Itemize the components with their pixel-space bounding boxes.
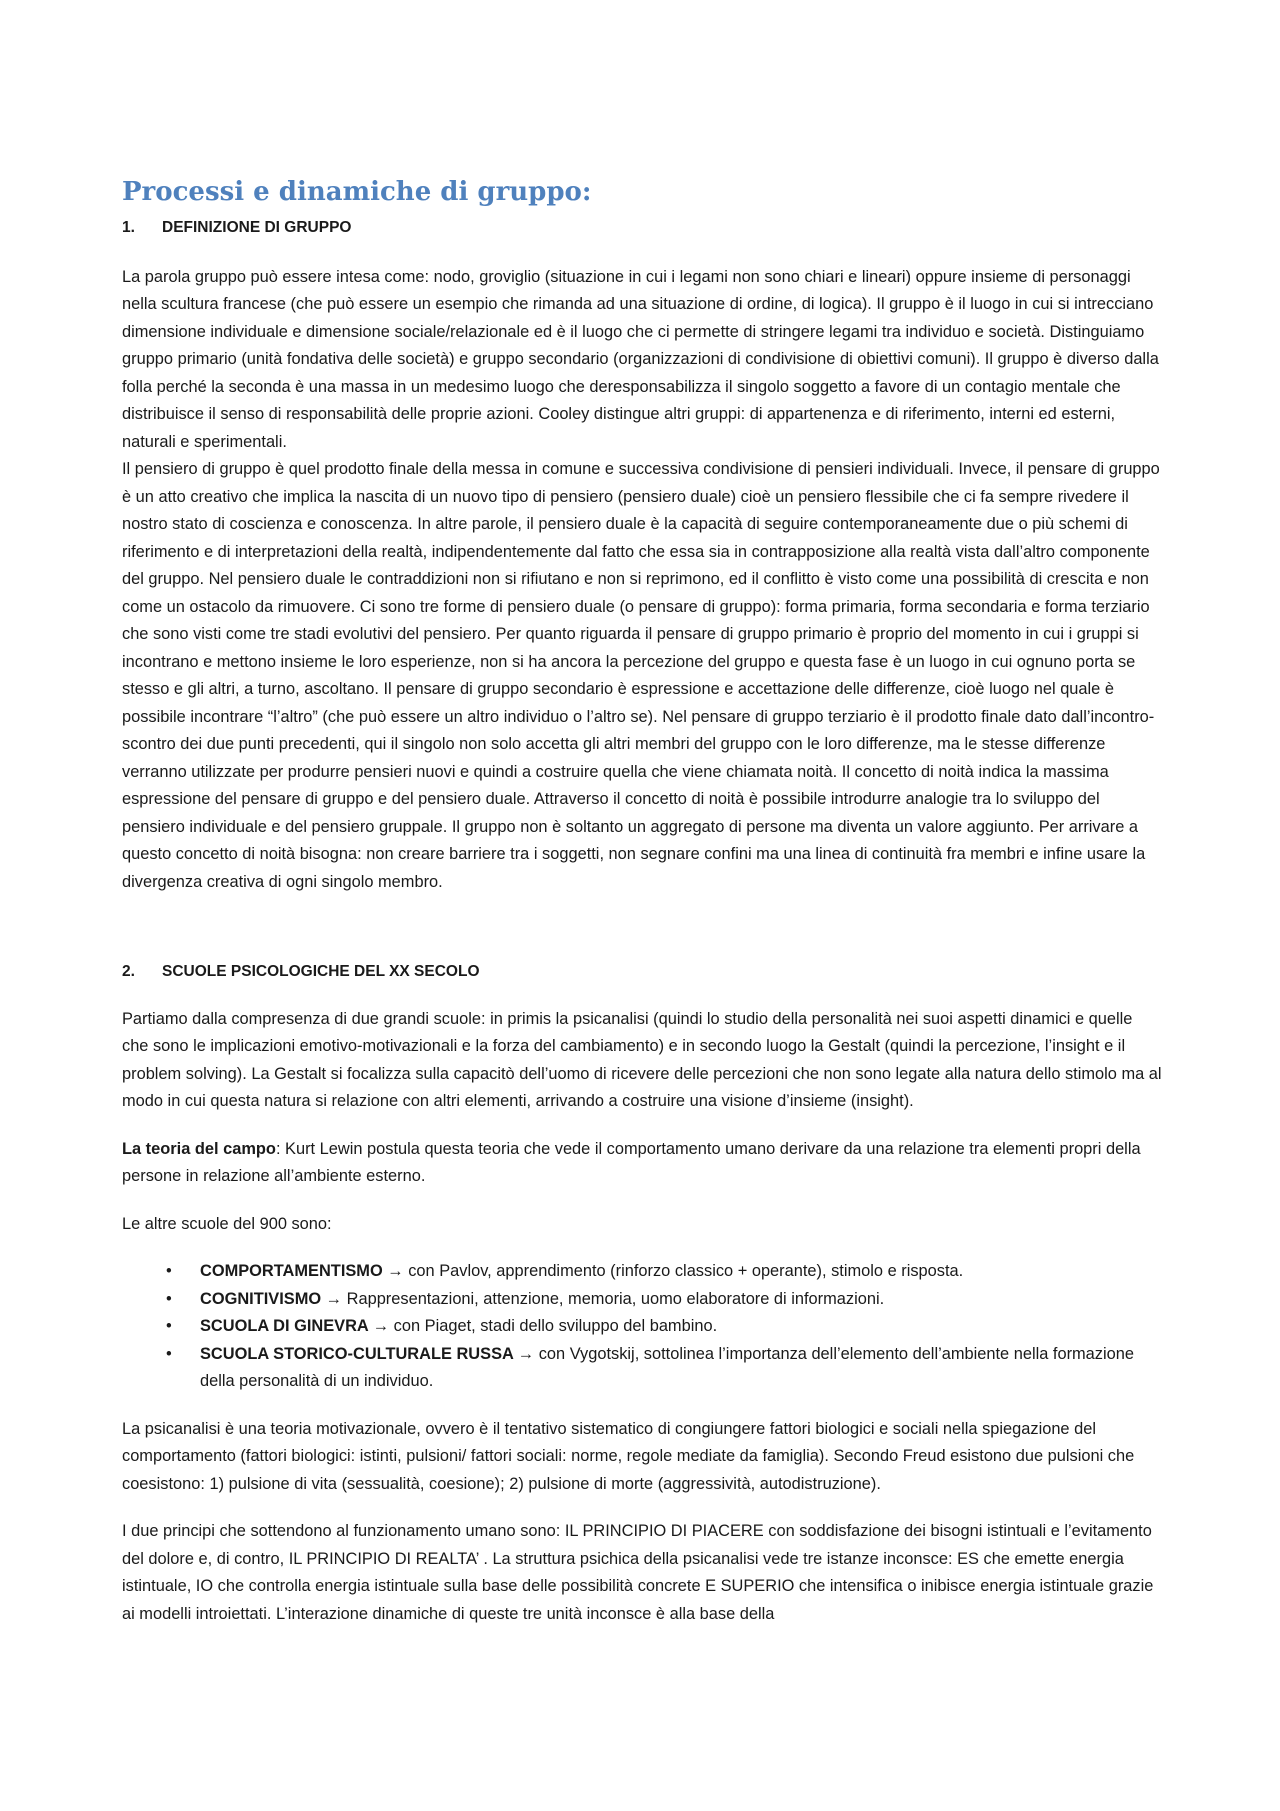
document-title: Processi e dinamiche di gruppo: (122, 177, 592, 207)
psicanalisi-paragraph: La psicanalisi è una teoria motivazionale, ovvero è il tentativo sistematico di congiungere fattori biologici e sociali nella spiegazione del comportamento (fattori biologici: istinti, pulsioni/ fattori sociali: norme, regole mediate da famiglia). Secondo Freud esistono due pulsioni che coesistono: 1) pulsione di vita (sessualità, coesione); 2) pulsione di morte (aggressività, autodistruzione). (122, 1419, 1135, 1493)
list-item (122, 1286, 1162, 1314)
document-page (122, 176, 1162, 1628)
schools-list (122, 1258, 1162, 1396)
section-2-heading (122, 958, 1162, 986)
school-label: SCUOLA STORICO-CULTURALE RUSSA → (200, 1344, 535, 1363)
bullet-icon: • (166, 1344, 172, 1363)
list-item (122, 1341, 1162, 1396)
bullet-icon: • (166, 1317, 172, 1335)
field-theory-text: : Kurt Lewin postula questa teoria che vede il comportamento umano derivare da una relazione tra elementi propri della persone in relazione all’ambiente esterno. (122, 1139, 1141, 1185)
school-text: con Vygotskij, sottolinea l’importanza dell’elemento dell’ambiente nella formazione della personalità di un individuo. (200, 1344, 1134, 1390)
principi-paragraph: I due principi che sottendono al funzionamento umano sono: IL PRINCIPIO DI PIACERE con soddisfazione dei bisogni istintuali e l’evitamento del dolore e, di contro, IL PRINCIPIO DI REALTA’ . La struttura psichica della psicanalisi vede tre istanze inconsce: ES che emette energia istintuale, IO che controlla energia istintuale sulla base delle possibilità concrete E SUPERIO che intensifica o inibisce energia istintuale grazie ai modelli introiettati. L’interazione dinamiche di queste tre unità inconsce è alla base della (122, 1522, 1154, 1623)
section-1-paragraph-2: Il pensiero di gruppo è quel prodotto finale della messa in comune e successiva condivisione di pensieri individuali. Invece, il pensare di gruppo è un atto creativo che implica la nascita di un nuovo tipo di pensiero (pensiero duale) cioè un pensiero flessibile che ci fa sempre rivedere il nostro stato di coscienza e conoscenza. In altre parole, il pensiero duale è la capacità di seguire contemporaneamente due o più schemi di riferimento e di interpretazioni della realtà, indipendentemente dal fatto che essa sia in contrapposizione alla realtà vista dall’altro componente del gruppo. Nel pensiero duale le contraddizioni non si rifiutano e non si reprimono, ed il conflitto è visto come una possibilità di crescita e non come un ostacolo da rimuovere. Ci sono tre forme di pensiero duale (o pensare di gruppo): forma primaria, forma secondaria e forma terziario che sono visti come tre stadi evolutivi del pensiero. Per quanto riguarda il pensare di gruppo primario è proprio del momento in cui i gruppi si incontrano e mettono insieme le loro esperienze, non si ha ancora la percezione del gruppo e questa fase è un luogo in cui ognuno porta se stesso e gli altri, a turno, ascoltano. Il pensare di gruppo secondario è espressione e accettazione delle differenze, cioè luogo nel quale è possibile incontrare “l’altro” (che può essere un altro individuo o l’altro se). Nel pensare di gruppo terziario è il prodotto finale dato dall’incontro-scontro dei due punti precedenti, qui il singolo non solo accetta gli altri membri del gruppo con le loro differenze, ma le stesse differenze verranno utilizzate per produrre pensieri nuovi e quindi a costruire quella che viene chiamata noità. Il concetto di noità indica la massima espressione del pensare di gruppo e del pensiero duale. Attraverso il concetto di noità è possibile introdurre analogie tra lo sviluppo del pensiero individuale e del pensiero gruppale. Il gruppo non è soltanto un aggregato di persone ma diventa un valore aggiunto. Per arrivare a questo concetto di noità bisogna: non creare barriere tra i soggetti, non segnare confini ma una linea di continuità fra membri e infine usare la divergenza creativa di ogni singolo membro. (122, 460, 1160, 891)
spacer (122, 896, 1162, 958)
section-2-number: 2. (122, 963, 135, 980)
school-text: → Rappresentazioni, attenzione, memoria, uomo elaboratore di informazioni. (321, 1289, 885, 1308)
school-text: con Piaget, stadi dello sviluppo del bambino. (389, 1317, 718, 1335)
list-item (122, 1313, 1162, 1341)
school-text: → con Pavlov, apprendimento (rinforzo classico + operante), stimolo e risposta. (382, 1262, 964, 1280)
section-1-title: DEFINIZIONE DI GRUPPO (162, 219, 352, 236)
section-1-heading (122, 214, 1162, 242)
field-theory-paragraph (122, 1136, 1162, 1191)
spacer (122, 242, 1162, 264)
school-label: SCUOLA DI GINEVRA → (200, 1317, 390, 1335)
schools-intro: Le altre scuole del 900 sono: (122, 1214, 332, 1233)
field-theory-label: La teoria del campo (122, 1139, 276, 1158)
list-item (122, 1258, 1162, 1286)
section-2-paragraph-1: Partiamo dalla compresenza di due grandi scuole: in primis la psicanalisi (quindi lo studio della personalità nei suoi aspetti dinamici e quelle che sono le implicazioni emotivo-motivazionali e la forza del cambiamento) e in secondo luogo la Gestalt (quindi la percezione, l’insight e il problem solving). La Gestalt si focalizza sulla capacitò dell’uomo di ricevere delle percezioni che non sono legate alla natura dello stimolo ma al modo in cui questa natura si relazione con altri elementi, arrivando a costruire una visione d’insieme (insight). (122, 1009, 1162, 1110)
bullet-icon: • (166, 1289, 172, 1308)
school-label: COMPORTAMENTISMO (200, 1262, 383, 1280)
school-label: COGNITIVISMO (200, 1289, 322, 1308)
bullet-icon: • (166, 1262, 172, 1280)
section-1-number: 1. (122, 219, 135, 236)
section-2-title: SCUOLE PSICOLOGICHE DEL XX SECOLO (162, 963, 480, 980)
section-1-paragraph-1: La parola gruppo può essere intesa come: nodo, groviglio (situazione in cui i legami non sono chiari e lineari) oppure insieme di personaggi nella scultura francese (che può essere un esempio che rimanda ad una situazione di ordine, di logica). Il gruppo è il luogo in cui si intrecciano dimensione individuale e dimensione sociale/relazionale ed è il luogo che ci permette di stringere legami tra individuo e società. Distinguiamo gruppo primario (unità fondativa delle società) e gruppo secondario (organizzazioni di condivisione di obiettivi comuni). Il gruppo è diverso dalla folla perché la seconda è una massa in un medesimo luogo che deresponsabilizza il singolo soggetto a favore di un contagio mentale che distribuisce il senso di responsabilità delle proprie azioni. Cooley distingue altri gruppi: di appartenenza e di riferimento, interni ed esterni, naturali e sperimentali. (122, 267, 1159, 451)
